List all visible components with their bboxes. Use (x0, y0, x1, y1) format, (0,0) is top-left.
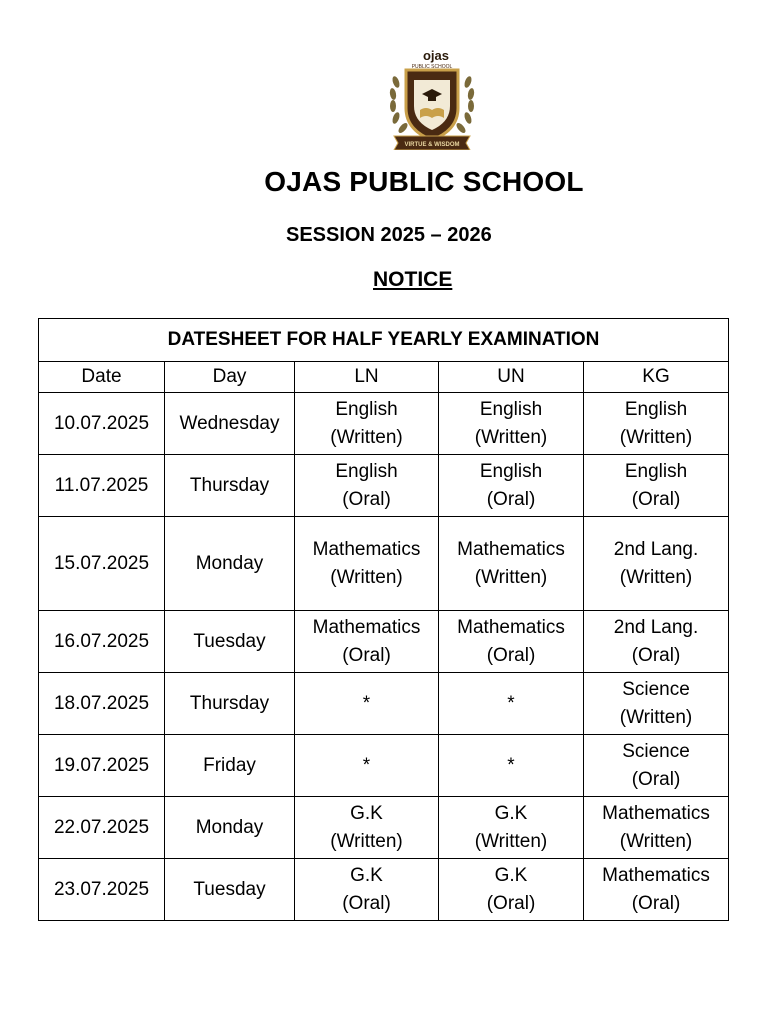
table-row (39, 517, 729, 611)
exam-type: (Written) (619, 566, 693, 588)
date-cell: 18.07.2025 (39, 673, 165, 735)
exam-type: (Oral) (631, 644, 681, 666)
logo-motto: VIRTUE & WISDOM (404, 142, 460, 148)
subject-name: English (335, 398, 398, 420)
subject-name: G.K (350, 864, 383, 886)
exam-type: (Oral) (486, 892, 536, 914)
subject-name: G.K (350, 802, 383, 824)
subject-name: Mathematics (312, 538, 421, 560)
ln-subject-cell (295, 673, 439, 735)
exam-type: (Oral) (342, 644, 391, 666)
un-subject-cell (439, 673, 584, 735)
subject-name: * (362, 754, 371, 776)
kg-subject-cell (584, 517, 729, 611)
un-subject-cell (439, 797, 584, 859)
header-un: UN (439, 362, 584, 393)
logo-brand-sub: PUBLIC SCHOOL (411, 64, 453, 70)
exam-type: (Written) (474, 830, 548, 852)
subject-name: English (479, 398, 543, 420)
subject-name: Science (622, 678, 690, 700)
notice-heading: NOTICE (373, 268, 453, 291)
subject-name: Mathematics (457, 538, 565, 560)
ln-subject-cell (295, 611, 439, 673)
school-name: OJAS PUBLIC SCHOOL (264, 166, 584, 197)
subject-name: Mathematics (312, 616, 421, 638)
un-subject-cell (439, 611, 584, 673)
header-date: Date (39, 362, 165, 393)
subject-name: 2nd Lang. (613, 538, 699, 560)
subject-name: Mathematics (602, 864, 710, 886)
un-subject-cell (439, 393, 584, 455)
date-cell: 15.07.2025 (39, 517, 165, 611)
kg-subject-cell (584, 735, 729, 797)
header-ln: LN (295, 362, 439, 393)
day-cell: Thursday (165, 455, 295, 517)
subject-name: 2nd Lang. (613, 616, 699, 638)
exam-type: (Written) (330, 566, 403, 588)
exam-type: (Written) (619, 426, 693, 448)
subject-name: Mathematics (602, 802, 710, 824)
exam-type: (Oral) (631, 488, 681, 510)
exam-type: (Oral) (486, 644, 536, 666)
table-header-row (39, 362, 729, 393)
exam-type: (Written) (474, 426, 548, 448)
exam-type: (Oral) (342, 892, 391, 914)
exam-type: (Oral) (342, 488, 391, 510)
header-kg: KG (584, 362, 729, 393)
table-row (39, 859, 729, 921)
date-cell: 10.07.2025 (39, 393, 165, 455)
header-day: Day (165, 362, 295, 393)
subject-name: * (362, 692, 371, 714)
un-subject-cell (439, 455, 584, 517)
subject-name: Science (622, 740, 690, 762)
date-cell: 16.07.2025 (39, 611, 165, 673)
subject-name: * (507, 754, 515, 776)
day-cell: Thursday (165, 673, 295, 735)
day-cell: Tuesday (165, 611, 295, 673)
kg-subject-cell (584, 673, 729, 735)
exam-type: (Written) (330, 830, 403, 852)
un-subject-cell (439, 735, 584, 797)
ln-subject-cell (295, 797, 439, 859)
exam-type: (Written) (619, 706, 693, 728)
session-title: SESSION 2025 – 2026 (286, 224, 492, 246)
kg-subject-cell (584, 797, 729, 859)
kg-subject-cell (584, 393, 729, 455)
subject-name: Mathematics (457, 616, 565, 638)
logo-brand: ojas (422, 48, 450, 63)
un-subject-cell (439, 517, 584, 611)
day-cell: Tuesday (165, 859, 295, 921)
ln-subject-cell (295, 517, 439, 611)
kg-subject-cell (584, 859, 729, 921)
ln-subject-cell (295, 735, 439, 797)
subject-name: G.K (494, 864, 528, 886)
table-row (39, 797, 729, 859)
day-cell: Monday (165, 797, 295, 859)
exam-type: (Oral) (631, 892, 681, 914)
kg-subject-cell (584, 611, 729, 673)
date-cell: 11.07.2025 (39, 455, 165, 517)
subject-name: English (479, 460, 543, 482)
un-subject-cell (439, 859, 584, 921)
exam-type: (Oral) (631, 768, 681, 790)
day-cell: Wednesday (165, 393, 295, 455)
exam-type: (Oral) (486, 488, 536, 510)
table-row (39, 455, 729, 517)
ln-subject-cell (295, 859, 439, 921)
exam-type: (Written) (619, 830, 693, 852)
date-cell: 23.07.2025 (39, 859, 165, 921)
subject-name: English (624, 398, 688, 420)
table-row (39, 735, 729, 797)
subject-name: English (335, 460, 398, 482)
datesheet-title: DATESHEET FOR HALF YEARLY EXAMINATION (39, 319, 729, 362)
kg-subject-cell (584, 455, 729, 517)
exam-type: (Written) (474, 566, 548, 588)
day-cell: Friday (165, 735, 295, 797)
subject-name: G.K (494, 802, 528, 824)
table-row (39, 673, 729, 735)
date-cell: 19.07.2025 (39, 735, 165, 797)
ln-subject-cell (295, 393, 439, 455)
ln-subject-cell (295, 455, 439, 517)
subject-name: * (507, 692, 515, 714)
date-cell: 22.07.2025 (39, 797, 165, 859)
exam-type: (Written) (330, 426, 403, 448)
table-row (39, 611, 729, 673)
school-logo (384, 48, 480, 150)
datesheet-table (38, 318, 729, 921)
subject-name: English (624, 460, 688, 482)
day-cell: Monday (165, 517, 295, 611)
table-row (39, 393, 729, 455)
